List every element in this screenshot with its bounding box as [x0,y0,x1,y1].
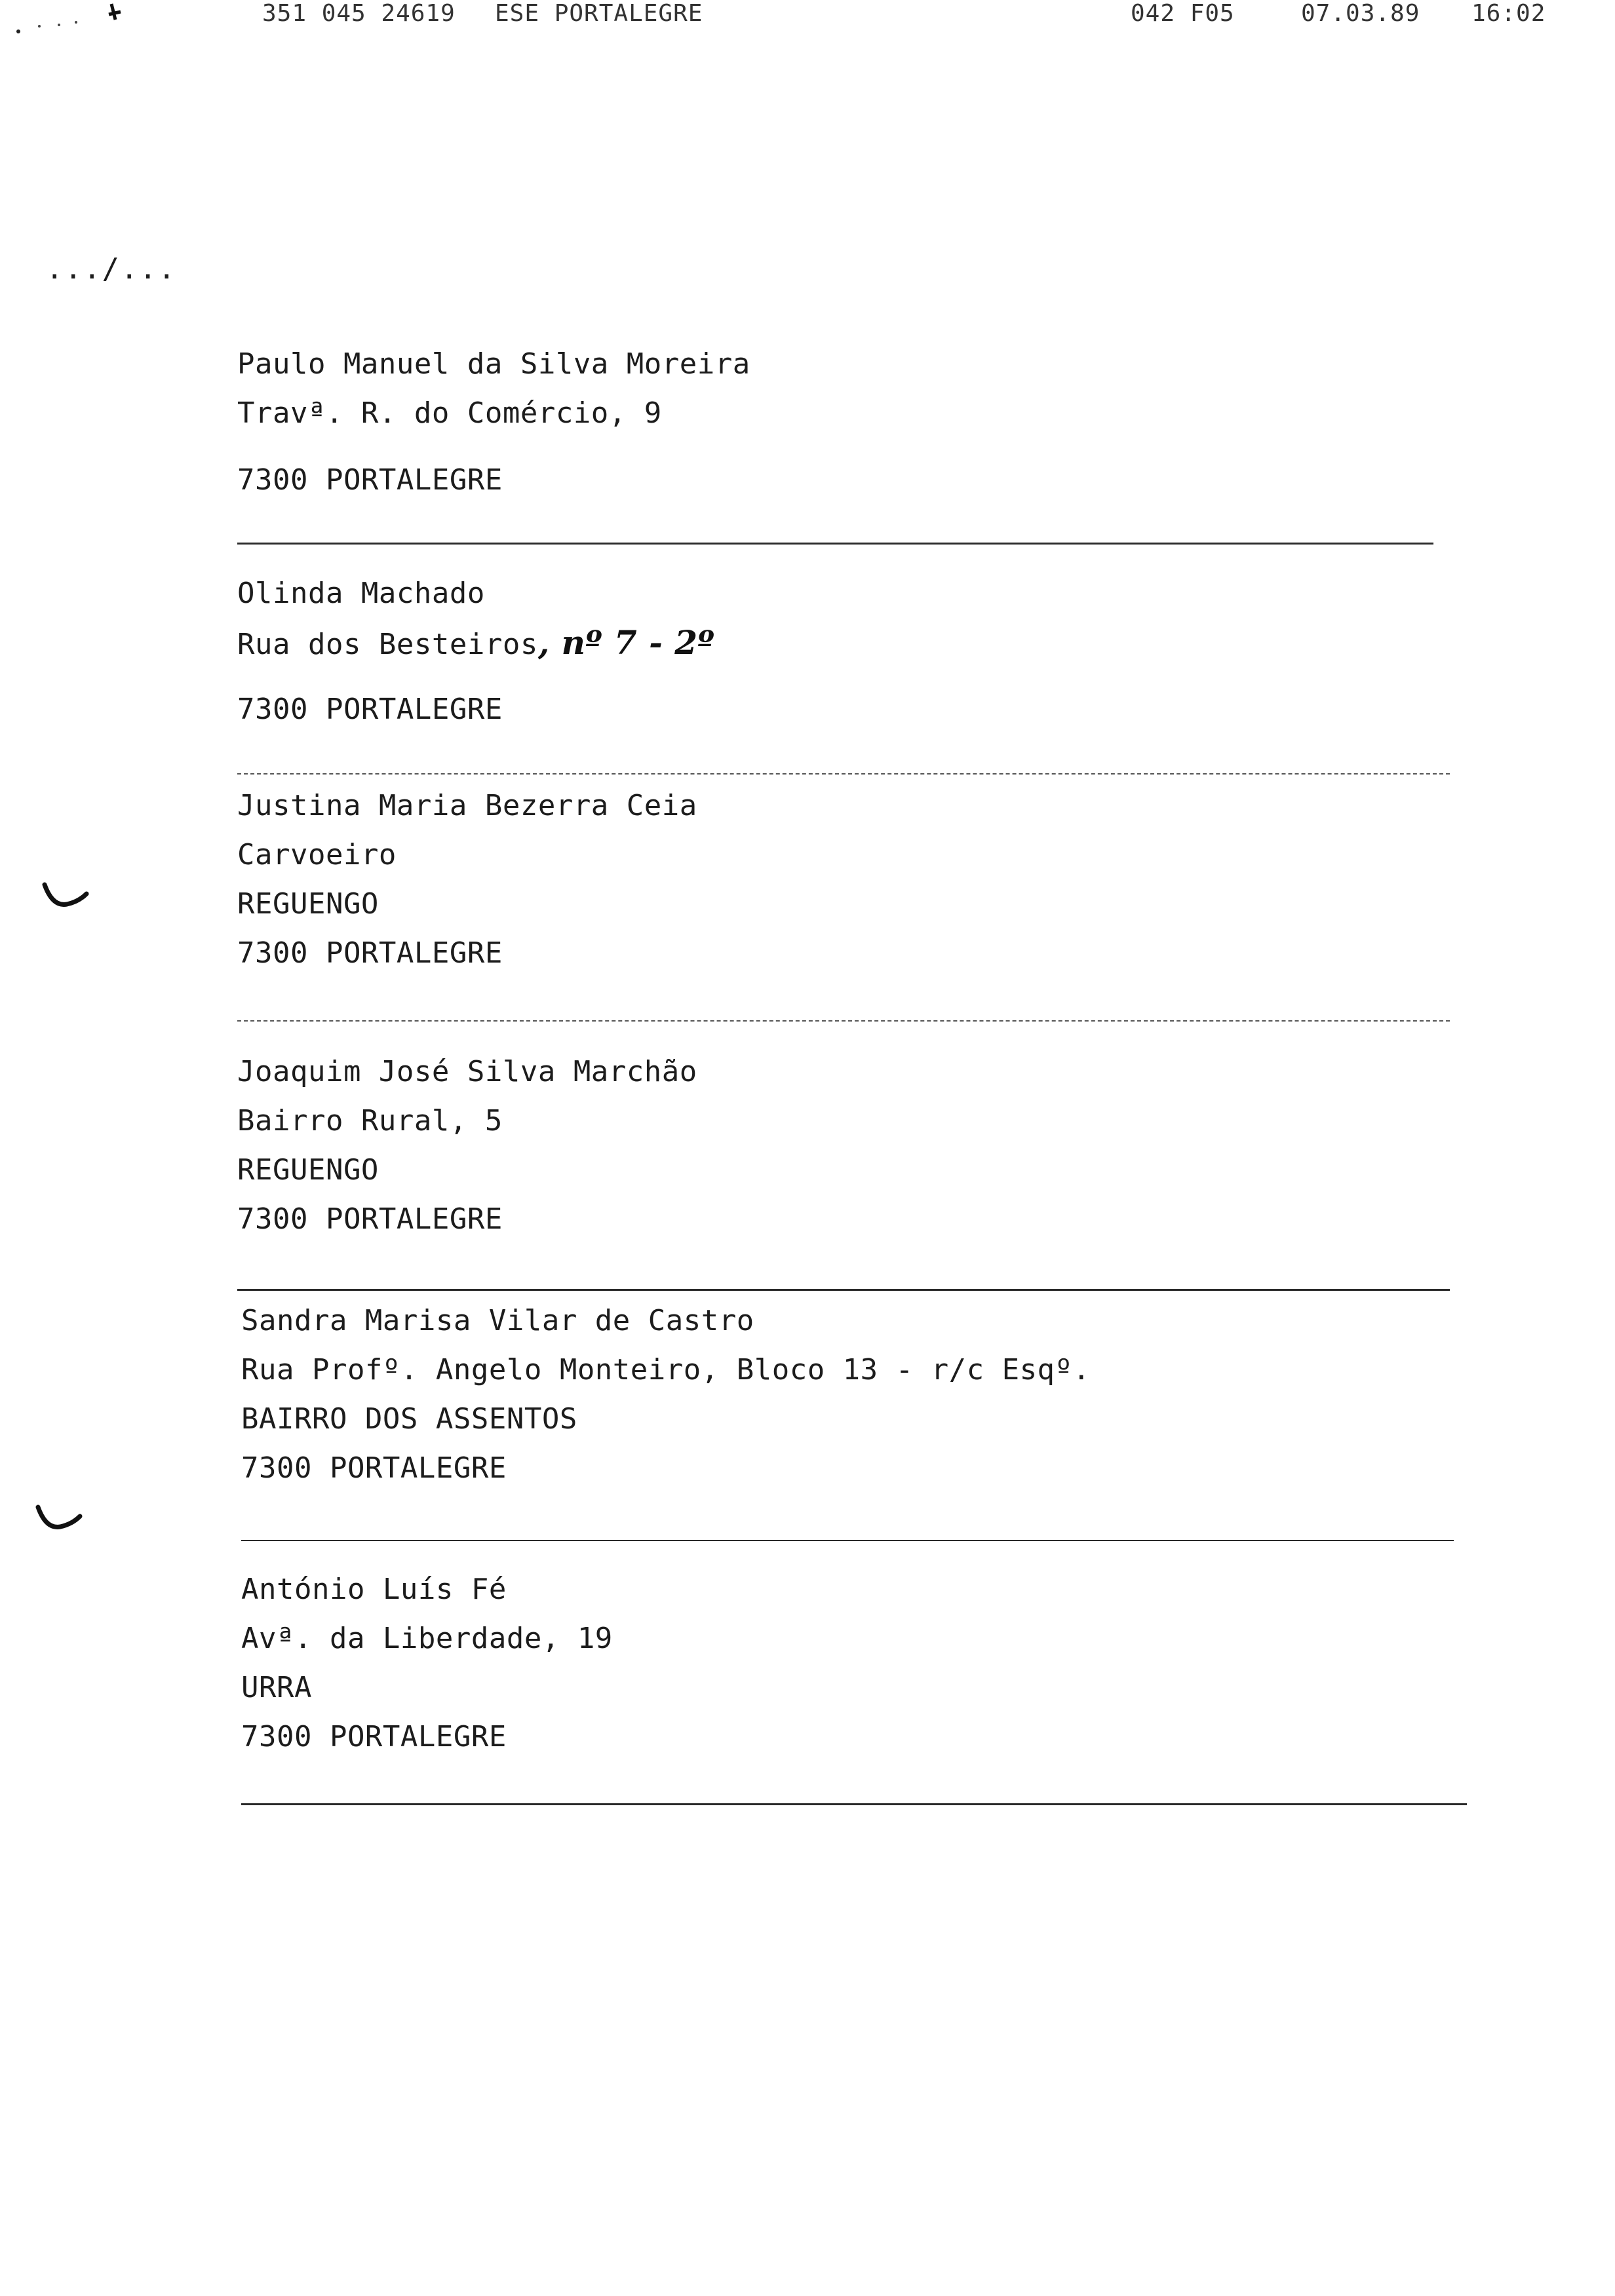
postal-code-city: 7300 PORTALEGRE [237,1202,503,1236]
street-address: Rua Profº. Angelo Monteiro, Bloco 13 - r/c Esqº. [241,1353,1091,1387]
postal-code-city: 7300 PORTALEGRE [237,463,503,497]
postal-code-city: 7300 PORTALEGRE [241,1720,507,1753]
margin-tick-mark [41,878,93,917]
fax-number: 351 045 24619 [262,0,456,27]
street-address: Bairro Rural, 5 [237,1104,503,1138]
fax-time: 16:02 [1471,0,1546,27]
separator-line [241,1803,1467,1805]
separator-line [237,1020,1450,1022]
postal-code-city: 7300 PORTALEGRE [241,1451,507,1485]
parish: REGUENGO [237,1153,379,1187]
separator-line [237,1289,1450,1291]
parish: URRA [241,1671,312,1704]
neighbourhood: BAIRRO DOS ASSENTOS [241,1402,577,1436]
addressee-name: Sandra Marisa Vilar de Castro [241,1304,754,1337]
separator-line [237,773,1450,775]
street-text: Rua dos Besteiros [237,628,538,661]
address-entry [237,781,697,978]
fax-header [0,0,1615,33]
fax-date: 07.03.89 [1301,0,1420,27]
continuation-marker: .../... [46,252,177,286]
addressee-name: Paulo Manuel da Silva Moreira [237,347,750,381]
address-entry [237,569,714,734]
street-address [237,618,714,667]
fax-sender: ESE PORTALEGRE [495,0,703,27]
street-address: Avª. da Liberdade, 19 [241,1622,613,1655]
addressee-name: António Luís Fé [241,1573,507,1606]
parish: REGUENGO [237,887,379,921]
address-entry [237,1047,697,1244]
scan-artifact-mark [13,0,131,39]
street-address: Travª. R. do Comércio, 9 [237,396,662,430]
addressee-name: Justina Maria Bezerra Ceia [237,789,697,822]
postal-code-city: 7300 PORTALEGRE [237,936,503,970]
fax-page: 042 F05 [1131,0,1235,27]
separator-line [241,1540,1454,1541]
address-entry [241,1296,1091,1493]
postal-code-city: 7300 PORTALEGRE [237,693,503,726]
addressee-name: Joaquim José Silva Marchão [237,1055,697,1088]
locality: Carvoeiro [237,838,397,871]
addressee-name: Olinda Machado [237,577,485,610]
separator-line [237,543,1433,545]
address-entry [241,1565,613,1761]
handwritten-annotation: , nº 7 - 2º [537,623,715,662]
address-entry [237,339,750,505]
margin-tick-mark [34,1501,87,1540]
